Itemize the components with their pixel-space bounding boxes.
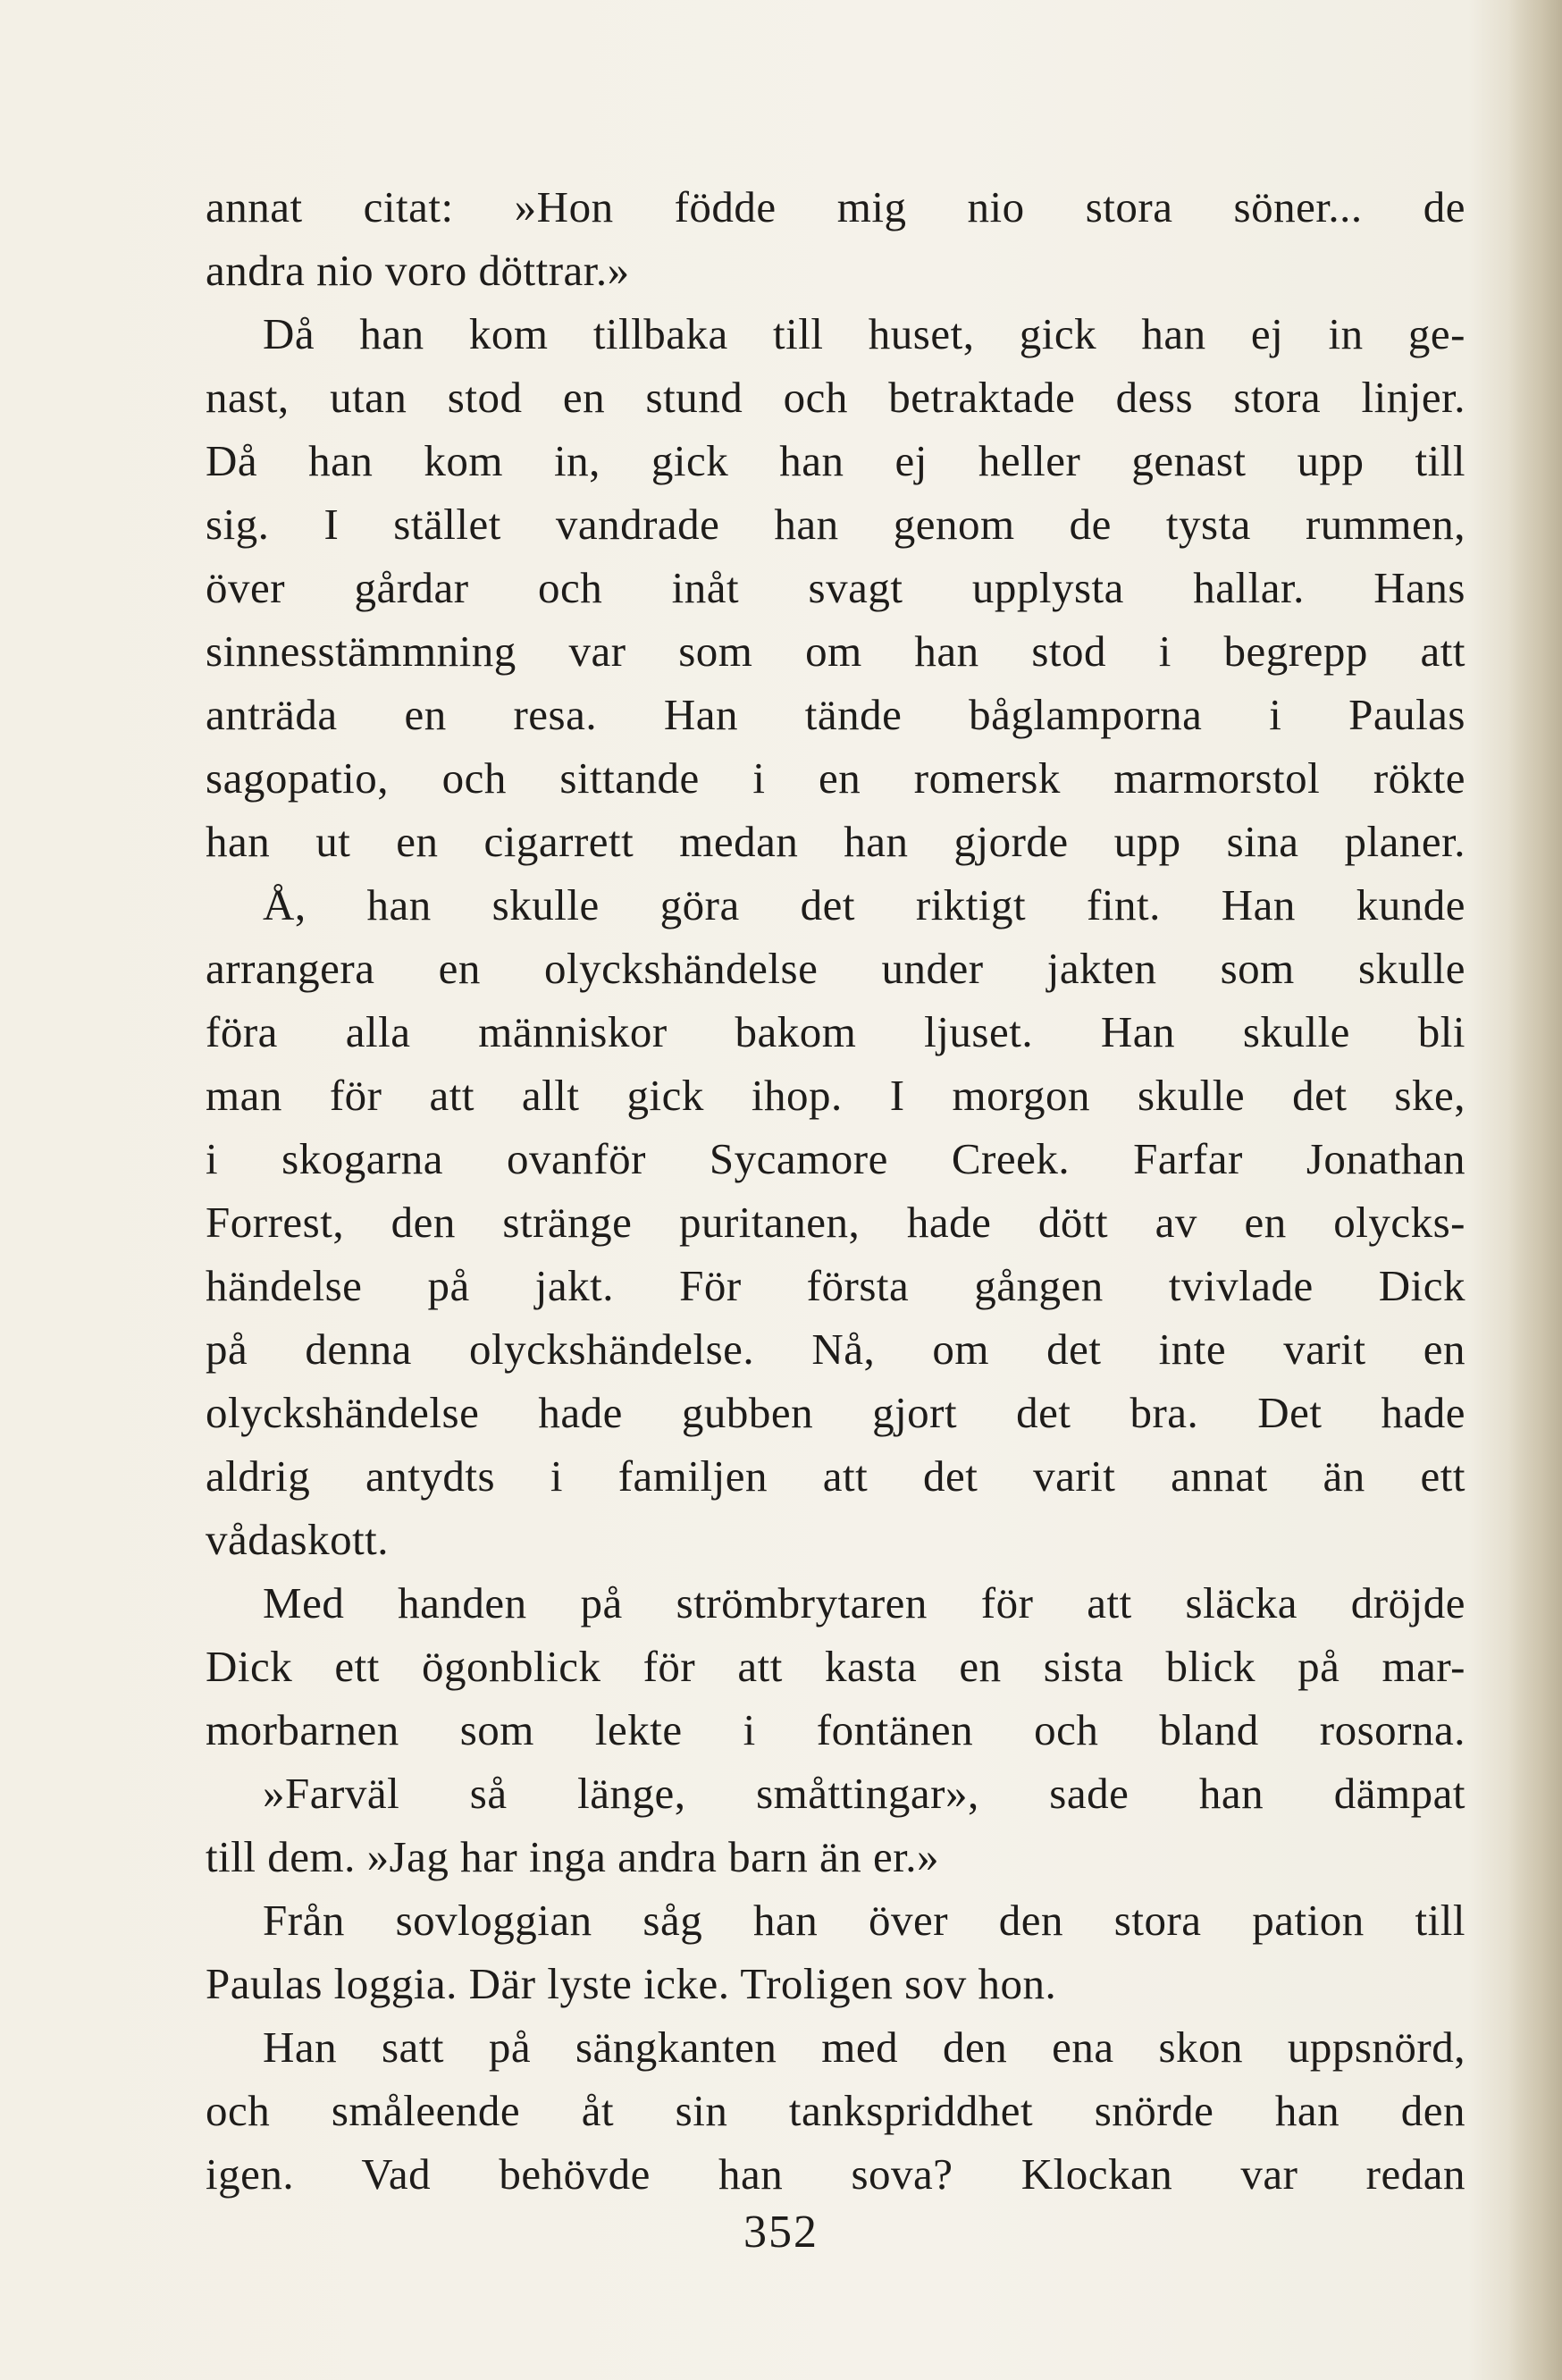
text-line: Å, han skulle göra det riktigt fint. Han kunde [263, 880, 1465, 929]
text-line: olyckshändelse hade gubben gjort det bra. Det hade [206, 1388, 1465, 1437]
text-line: Då han kom in, gick han ej heller genast upp till [206, 436, 1465, 485]
text-line: till dem. »Jag har inga andra barn än er.» [206, 1832, 940, 1881]
text-line: »Farväl så länge, småttingar», sade han dämpat [263, 1769, 1465, 1818]
text-line: Med handen på strömbrytaren för att släcka dröjde [263, 1578, 1465, 1627]
page-number: 352 [743, 2207, 819, 2258]
text-line: annat citat: »Hon födde mig nio stora söner... de [206, 182, 1465, 231]
text-line: andra nio voro döttrar.» [206, 246, 630, 295]
text-line: Paulas loggia. Där lyste icke. Troligen sov hon. [206, 1959, 1057, 2008]
text-line: Han satt på sängkanten med den ena skon uppsnörd, [263, 2023, 1465, 2072]
text-line: över gårdar och inåt svagt upplysta hallar. Hans [206, 563, 1465, 612]
text-line: Forrest, den stränge puritanen, hade dött av en olycks- [206, 1198, 1465, 1247]
text-line: sinnesstämmning var som om han stod i begrepp att [206, 627, 1465, 676]
text-line: igen. Vad behövde han sova? Klockan var redan [206, 2149, 1465, 2199]
text-line: anträda en resa. Han tände båglamporna i Paulas [206, 690, 1465, 739]
text-line: händelse på jakt. För första gången tvivlade Dick [206, 1261, 1465, 1310]
text-line: vådaskott. [206, 1515, 390, 1564]
text-line: Dick ett ögonblick för att kasta en sista blick på mar- [206, 1642, 1465, 1691]
text-line: morbarnen som lekte i fontänen och bland rosorna. [206, 1705, 1465, 1754]
page-edge-shadow [1508, 0, 1562, 2380]
text-line: nast, utan stod en stund och betraktade dess stora linjer. [206, 373, 1465, 422]
text-line: arrangera en olyckshändelse under jakten som skulle [206, 944, 1465, 993]
text-line: sagopatio, och sittande i en romersk marmorstol rökte [206, 753, 1465, 803]
text-line: Då han kom tillbaka till huset, gick han ej in ge- [263, 309, 1465, 358]
text-line: aldrig antydts i familjen att det varit annat än ett [206, 1451, 1465, 1501]
body-text [206, 175, 1465, 2206]
text-line: man för att allt gick ihop. I morgon skulle det ske, [206, 1071, 1465, 1120]
text-line: föra alla människor bakom ljuset. Han skulle bli [206, 1007, 1465, 1056]
text-line: sig. I stället vandrade han genom de tysta rummen, [206, 500, 1465, 549]
text-line: Från sovloggian såg han över den stora pation till [263, 1896, 1465, 1945]
text-line: han ut en cigarrett medan han gjorde upp sina planer. [206, 817, 1465, 866]
text-line: på denna olyckshändelse. Nå, om det inte varit en [206, 1325, 1465, 1374]
text-line: i skogarna ovanför Sycamore Creek. Farfar Jonathan [206, 1134, 1465, 1183]
text-line: och småleende åt sin tankspriddhet snörde han den [206, 2086, 1465, 2135]
